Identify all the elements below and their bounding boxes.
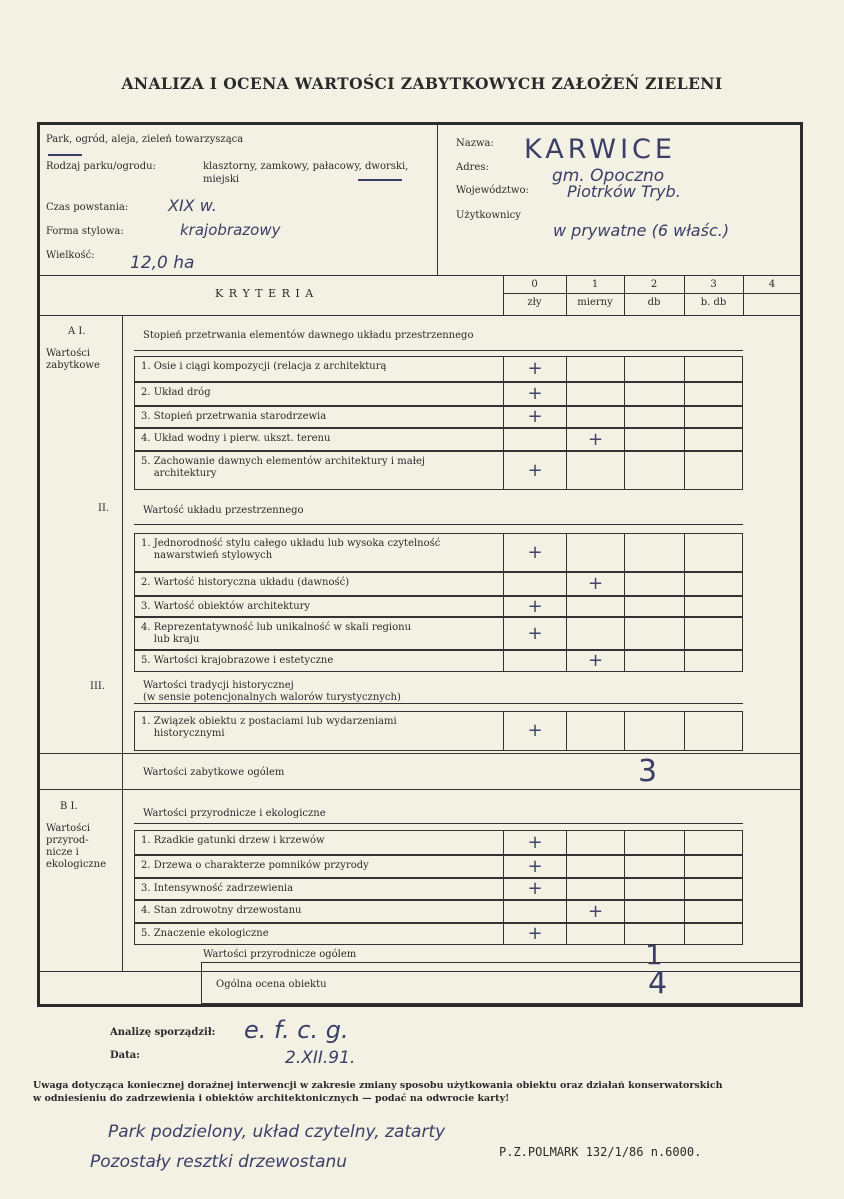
header-divider (437, 124, 438, 276)
rule (134, 350, 743, 351)
size-value: 12,0 ha (130, 253, 195, 273)
cell-divider (624, 428, 625, 451)
cell-divider (684, 878, 685, 900)
criterion-label: 2. Wartość historyczna układu (dawność) (141, 577, 350, 588)
score-mark: + (527, 622, 543, 644)
score-description: db (647, 297, 661, 308)
cell-divider (503, 533, 504, 572)
cell-divider (503, 382, 504, 406)
score-number: 3 (710, 279, 717, 290)
date-label: Data: (110, 1050, 140, 1061)
score-number: 1 (591, 279, 599, 290)
criterion-label: 5. Zachowanie dawnych elementów architektury i małej architektury (141, 456, 425, 479)
cell-divider (624, 711, 625, 751)
score-mark: + (527, 383, 543, 404)
cell-divider (503, 830, 504, 855)
voivodeship-label: Województwo: (456, 185, 529, 196)
score-mark: + (527, 831, 543, 853)
cell-divider (566, 451, 567, 490)
user-label: Użytkownicy (456, 210, 521, 221)
voivodeship-value: Piotrków Tryb. (567, 182, 681, 201)
score-mark: + (527, 541, 543, 563)
score-mark: + (527, 595, 543, 617)
cell-divider (624, 650, 625, 672)
name-value: KARWICE (524, 134, 676, 165)
cell-divider (566, 572, 567, 596)
name-label: Nazwa: (456, 138, 494, 149)
cell-divider (566, 650, 567, 672)
cell-divider (503, 711, 504, 751)
cell-divider (503, 855, 504, 878)
cell-divider (624, 900, 625, 923)
score-description: b. db (700, 297, 727, 308)
section-b-name: Wartości przyrod- nicze i ekologiczne (46, 823, 107, 870)
cell-divider (684, 382, 685, 406)
rule (134, 524, 743, 525)
cell-divider (624, 923, 625, 945)
criterion-label: 2. Drzewa o charakterze pomników przyrody (141, 860, 369, 871)
document-title: ANALIZA I OCENA WARTOŚCI ZABYTKOWYCH ZAŁOŻEŃ ZIELENI (121, 74, 723, 93)
address-label: Adres: (456, 162, 489, 173)
style-label: Forma stylowa: (46, 226, 124, 237)
score-mark: + (588, 428, 604, 450)
cell-divider (566, 855, 567, 878)
size-label: Wielkość: (46, 250, 95, 261)
section-divider (122, 789, 123, 972)
cell-divider (566, 428, 567, 451)
score-mark: + (527, 406, 543, 427)
cell-divider (684, 596, 685, 617)
section-divider (122, 315, 123, 789)
rule (134, 823, 743, 824)
address-value: gm. Opoczno (552, 166, 665, 186)
subsection-a3-code: III. (90, 681, 106, 692)
criterion-label: 1. Związek obiektu z postaciami lub wydarzeniami historycznymi (141, 716, 397, 739)
score-mark: + (527, 358, 543, 379)
criterion-label: 5. Wartości krajobrazowe i estetyczne (141, 655, 334, 666)
cell-divider (624, 855, 625, 878)
total-a-value: 3 (638, 754, 658, 789)
underline-mark (48, 154, 82, 156)
kind-options-2: miejski (203, 174, 240, 185)
cell-divider (624, 572, 625, 596)
cell-divider (684, 617, 685, 650)
warning-note: Uwaga dotycząca koniecznej doraźnej interwencji w zakresie zmiany sposobu użytkowania obiektu oraz działań konserwatorskich w odniesieniu do zadrzewienia i obiektów architektonicznych — podać na odwrocie karty! (33, 1080, 723, 1104)
score-mark: + (527, 855, 543, 877)
criterion-label: 4. Stan zdrowotny drzewostanu (141, 905, 302, 916)
cell-divider (684, 923, 685, 945)
cell-divider (684, 830, 685, 855)
cell-divider (503, 923, 504, 945)
cell-divider (503, 878, 504, 900)
cell-divider (503, 617, 504, 650)
cell-divider (566, 533, 567, 572)
section-a-name: Wartości zabytkowe (46, 348, 100, 371)
handwritten-note-2: Pozostały resztki drzewostanu (90, 1152, 348, 1172)
cell-divider (566, 406, 567, 428)
kind-options: klasztorny, zamkowy, pałacowy, dworski, (203, 161, 409, 172)
handwritten-note-1: Park podzielony, układ czytelny, zatarty (108, 1122, 446, 1142)
style-value: krajobrazowy (180, 221, 281, 239)
cell-divider (624, 596, 625, 617)
total-a-label: Wartości zabytkowe ogólem (143, 767, 285, 778)
score-description: zły (527, 297, 542, 308)
subsection-a1-title: Stopień przetrwania elementów dawnego układu przestrzennego (143, 330, 474, 341)
overall-value: 4 (648, 966, 668, 1001)
cell-divider (624, 878, 625, 900)
criterion-label: 2. Układ dróg (141, 387, 211, 398)
cell-divider (503, 900, 504, 923)
cell-divider (566, 356, 567, 382)
printer-imprint: P.Z.POLMARK 132/1/86 n.6000. (499, 1145, 702, 1159)
score-number: 2 (650, 279, 658, 290)
rule (39, 753, 801, 754)
cell-divider (684, 451, 685, 490)
prepared-value: e. f. c. g. (244, 1016, 349, 1044)
prepared-label: Analizę sporządził: (110, 1027, 216, 1038)
cell-divider (684, 855, 685, 878)
kind-label: Rodzaj parku/ogrodu: (46, 161, 156, 172)
cell-divider (503, 428, 504, 451)
subsection-a2-title: Wartość układu przestrzennego (143, 505, 304, 516)
rule (39, 275, 801, 276)
score-mark: + (527, 923, 543, 944)
cell-divider (684, 572, 685, 596)
criterion-label: 3. Intensywność zadrzewienia (141, 883, 294, 894)
cell-divider (624, 617, 625, 650)
cell-divider (684, 650, 685, 672)
criterion-label: 1. Jednorodność stylu całego układu lub wysoka czytelność nawarstwień stylowych (141, 538, 441, 561)
cell-divider (624, 533, 625, 572)
score-mark: + (588, 900, 604, 922)
rule (503, 293, 801, 294)
subsection-a2-code: II. (98, 503, 110, 514)
founded-label: Czas powstania: (46, 202, 129, 213)
cell-divider (566, 830, 567, 855)
criterion-label: 4. Reprezentatywność lub unikalność w skali regionu lub kraju (141, 622, 412, 645)
cell-divider (684, 428, 685, 451)
criteria-label: K R Y T E R I A (215, 287, 315, 300)
founded-value: XIX w. (168, 196, 217, 215)
cell-divider (566, 878, 567, 900)
underline-mark (358, 179, 402, 181)
score-mark: + (588, 650, 604, 671)
cell-divider (566, 617, 567, 650)
park-types-label: Park, ogród, aleja, zieleń towarzysząca (46, 134, 244, 145)
cell-divider (566, 900, 567, 923)
score-description: mierny (577, 297, 613, 308)
cell-divider (566, 596, 567, 617)
cell-divider (566, 923, 567, 945)
cell-divider (566, 382, 567, 406)
cell-divider (503, 451, 504, 490)
criterion-label: 1. Osie i ciągi kompozycji (relacja z architekturą (141, 361, 387, 372)
cell-divider (503, 356, 504, 382)
total-b-value: 1 (645, 938, 663, 971)
cell-divider (684, 356, 685, 382)
criterion-label: 3. Stopień przetrwania starodrzewia (141, 411, 327, 422)
cell-divider (624, 406, 625, 428)
criterion-label: 4. Układ wodny i pierw. ukszt. terenu (141, 433, 331, 444)
score-mark: + (527, 878, 543, 899)
overall-label: Ogólna ocena obiektu (216, 979, 327, 990)
rule (39, 315, 801, 316)
score-number: 4 (768, 279, 776, 290)
score-mark: + (588, 573, 604, 594)
section-a-code: A I. (68, 326, 86, 337)
date-value: 2.XII.91. (285, 1048, 356, 1068)
cell-divider (624, 382, 625, 406)
user-value: w prywatne (6 właśc.) (553, 221, 730, 240)
cell-divider (624, 356, 625, 382)
score-number: 0 (531, 279, 538, 290)
cell-divider (624, 830, 625, 855)
rule (39, 789, 801, 790)
cell-divider (684, 406, 685, 428)
cell-divider (684, 533, 685, 572)
cell-divider (503, 596, 504, 617)
criterion-label: 5. Znaczenie ekologiczne (141, 928, 269, 939)
rule (134, 703, 743, 704)
cell-divider (624, 451, 625, 490)
section-b-code: B I. (60, 801, 78, 812)
cell-divider (684, 711, 685, 751)
score-mark: + (527, 720, 543, 741)
score-mark: + (527, 459, 543, 481)
cell-divider (684, 900, 685, 923)
subsection-b1-title: Wartości przyrodnicze i ekologiczne (143, 808, 326, 819)
cell-divider (503, 406, 504, 428)
cell-divider (566, 711, 567, 751)
total-b-label: Wartości przyrodnicze ogólem (203, 949, 357, 960)
criterion-row (134, 382, 743, 406)
subsection-a3-title: Wartości tradycji historycznej (w sensie potencjonalnych walorów turystycznych) (143, 680, 401, 703)
criterion-label: 1. Rzadkie gatunki drzew i krzewów (141, 835, 325, 846)
cell-divider (503, 572, 504, 596)
criterion-label: 3. Wartość obiektów architektury (141, 601, 311, 612)
cell-divider (503, 650, 504, 672)
